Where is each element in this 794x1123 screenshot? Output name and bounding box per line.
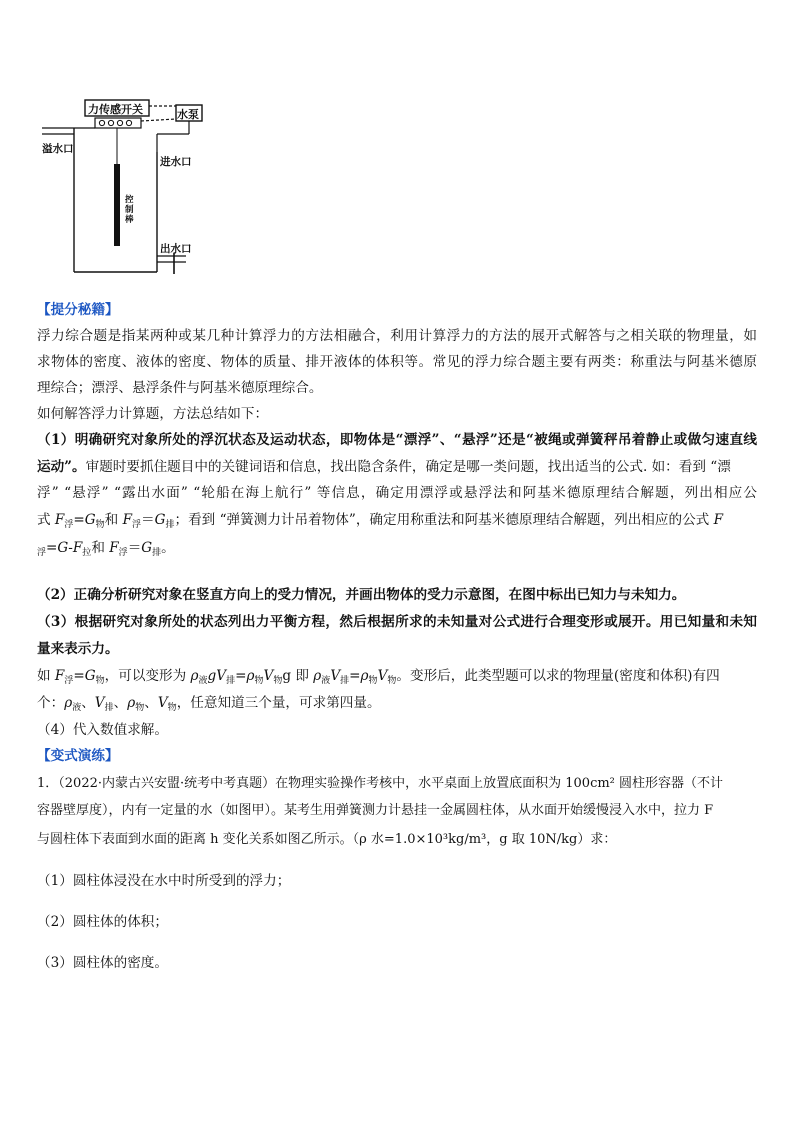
formula-subscript: 排 bbox=[104, 703, 114, 713]
control-rod-char-2: 制 bbox=[125, 205, 134, 215]
formula: F bbox=[72, 540, 83, 556]
formula-subscript: 物 bbox=[273, 676, 283, 686]
text-fragment: ，任意知道三个量，可求第四量。 bbox=[176, 695, 381, 711]
text-fragment: ；看到 “弹簧测力计吊着物体”，确定用称重法和阿基米德原理结合解题，列出相应的公式 bbox=[174, 512, 714, 528]
step-4-line: （4）代入数值求解。 bbox=[37, 722, 168, 738]
formula: G bbox=[141, 540, 153, 556]
formula-subscript: 浮 bbox=[132, 520, 142, 530]
formula: F bbox=[54, 668, 65, 684]
formula-subscript: 物 bbox=[95, 520, 105, 530]
formula-subscript: 物 bbox=[387, 676, 397, 686]
paragraph-line: 浮力综合题是指某两种或某几种计算浮力的方法相融合，利用计算浮力的方法的展开式解答与之相关联的物理量，如 bbox=[37, 328, 757, 344]
step-3-line: 量来表示力。 bbox=[37, 641, 119, 657]
formula: ρ bbox=[127, 695, 136, 711]
step-2-line: （2）正确分析研究对象在竖直方向上的受力情况，并画出物体的受力示意图，在图中标出已知力与未知力。 bbox=[37, 587, 686, 603]
step-1-bold-tail: 运动”。 bbox=[37, 459, 86, 475]
section-title-tips: 【提分秘籍】 bbox=[37, 302, 119, 318]
step-1-line: 浮” “悬浮” “露出水面” “轮船在海上航行” 等信息，确定用漂浮或悬浮法和阿基米德原理结合解题，列出相应公 bbox=[37, 485, 757, 501]
paragraph-line: 如何解答浮力计算题，方法总结如下： bbox=[37, 406, 269, 422]
formula-subscript: 物 bbox=[95, 676, 105, 686]
text-fragment: 式 bbox=[37, 512, 55, 528]
formula: G bbox=[84, 668, 96, 684]
formula-subscript: 排 bbox=[340, 676, 350, 686]
formula-subscript: 液 bbox=[321, 676, 331, 686]
control-rod-label bbox=[124, 194, 136, 225]
step-3-line: （3）根据研究对象所处的状态列出力平衡方程，然后根据所求的未知量对公式进行合理变形或展开。用已知量和未知 bbox=[37, 614, 757, 630]
formula: F bbox=[109, 540, 119, 556]
formula: F bbox=[122, 512, 132, 528]
overflow-label: 溢水口 bbox=[42, 143, 74, 155]
step-1-line bbox=[37, 457, 757, 477]
sensor-switch-label: 力传感开关 bbox=[88, 103, 143, 116]
formula-subscript: 浮 bbox=[64, 676, 74, 686]
text-fragment: 如 bbox=[37, 668, 55, 684]
text-fragment: 和 bbox=[91, 540, 110, 556]
formula: F bbox=[54, 512, 65, 528]
formula: ρ bbox=[360, 668, 369, 684]
formula-subscript: 浮 bbox=[37, 548, 47, 558]
formula: G bbox=[154, 512, 166, 528]
pump-label: 水泵 bbox=[177, 108, 199, 121]
step-1-formula-line: 式 $F_浮=G_物$和 $F_浮=G_排$；看到 “弹簧测力计吊着物体”，确定用称重法和阿基米德原理结合解题，列出相应的公式 F bbox=[37, 512, 724, 530]
formula: ρ bbox=[313, 668, 322, 684]
formula: gV bbox=[207, 668, 227, 684]
text-fragment: 。变形后，此类型题可以求的物理量(密度和体积)有四 bbox=[396, 668, 720, 684]
problem-line: 与圆柱体下表面到水面的距离 h 变化关系如图乙所示。（ρ 水=1.0×10³kg/m³，g 取 10N/kg）求： bbox=[37, 832, 617, 847]
example-line: 个：$\rho_液$、$V_排$、$\rho_物$、$V_物$，任意知道三个量，可求第四量。 bbox=[37, 695, 381, 713]
formula: V bbox=[377, 668, 388, 684]
formula-subscript: 物 bbox=[368, 676, 378, 686]
formula-subscript: 拉 bbox=[82, 548, 92, 558]
water-tank-diagram bbox=[36, 92, 216, 284]
formula-subscript: 液 bbox=[198, 676, 208, 686]
step-1-bold-line: （1）明确研究对象所处的浮沉状态及运动状态，即物体是“漂浮”、“悬浮”还是“被绳或弹簧秤吊着静止或做匀速直线 bbox=[37, 432, 757, 448]
formula-subscript: 液 bbox=[72, 703, 82, 713]
text-fragment: 个： bbox=[37, 695, 65, 711]
water-tank-svg bbox=[36, 92, 216, 284]
question-item: （1）圆柱体浸没在水中时所受到的浮力； bbox=[37, 873, 291, 889]
formula-subscript: 浮 bbox=[118, 548, 128, 558]
formula: V bbox=[330, 668, 341, 684]
formula: G bbox=[84, 512, 96, 528]
formula: V bbox=[94, 695, 105, 711]
problem-line: 1．（2022·内蒙古兴安盟·统考中考真题）在物理实验操作考核中，水平桌面上放置底面积为 100cm² 圆柱形容器（不计 bbox=[37, 776, 724, 791]
formula: G bbox=[57, 540, 69, 556]
outlet-label: 出水口 bbox=[160, 243, 192, 255]
formula: F bbox=[713, 512, 724, 528]
paragraph-line: 求物体的密度、液体的密度、物体的质量、排开液体的体积等。常见的浮力综合题主要有两类：称重法与阿基米德原 bbox=[37, 354, 757, 370]
formula-subscript: 浮 bbox=[64, 520, 74, 530]
paragraph-line: 理综合；漂浮、悬浮条件与阿基米德原理综合。 bbox=[37, 380, 323, 396]
problem-line: 容器壁厚度），内有一定量的水（如图甲）。某考生用弹簧测力计悬挂一金属圆柱体，从水面开始缓慢浸入水中，拉力 F bbox=[37, 803, 714, 818]
example-line: 如 $F_浮=G_物$，可以变形为 $\rho_液gV_排=\rho_物V_物g$ 即 $\rho_液V_排=\rho_物V_物$。变形后，此类型题可以求的物理量(密度和体积)有四 bbox=[37, 668, 720, 686]
text-fragment: 。 bbox=[161, 540, 175, 556]
formula: ρ bbox=[190, 668, 199, 684]
question-item: （2）圆柱体的体积； bbox=[37, 914, 168, 930]
text-fragment: 和 bbox=[104, 512, 123, 528]
step-1-text: 审题时要抓住题目中的关键词语和信息，找出隐含条件，确定是哪一类问题，找出适当的公式. 如：看到 “漂 bbox=[85, 459, 731, 475]
formula-subscript: 排 bbox=[226, 676, 236, 686]
inlet-label: 进水口 bbox=[160, 156, 192, 168]
text-fragment: ，可以变形为 bbox=[104, 668, 191, 684]
formula-subscript: 排 bbox=[152, 548, 162, 558]
formula-subscript: 物 bbox=[135, 703, 145, 713]
step-1-formula-line: $_浮=G-F_拉$和 $F_浮=G_排$。 bbox=[37, 540, 175, 558]
formula: V bbox=[263, 668, 274, 684]
question-item: （3）圆柱体的密度。 bbox=[37, 955, 168, 971]
control-rod-char-1: 控 bbox=[125, 195, 134, 205]
formula-subscript: 物 bbox=[167, 703, 177, 713]
text-fragment: 即 bbox=[291, 668, 314, 684]
formula-subscript: 物 bbox=[254, 676, 264, 686]
formula: V bbox=[157, 695, 168, 711]
formula: ρ bbox=[64, 695, 73, 711]
formula-subscript: 排 bbox=[165, 520, 175, 530]
formula: ρ bbox=[246, 668, 255, 684]
control-rod-char-3: 棒 bbox=[125, 215, 134, 225]
section-title-practice: 【变式演练】 bbox=[37, 748, 119, 764]
